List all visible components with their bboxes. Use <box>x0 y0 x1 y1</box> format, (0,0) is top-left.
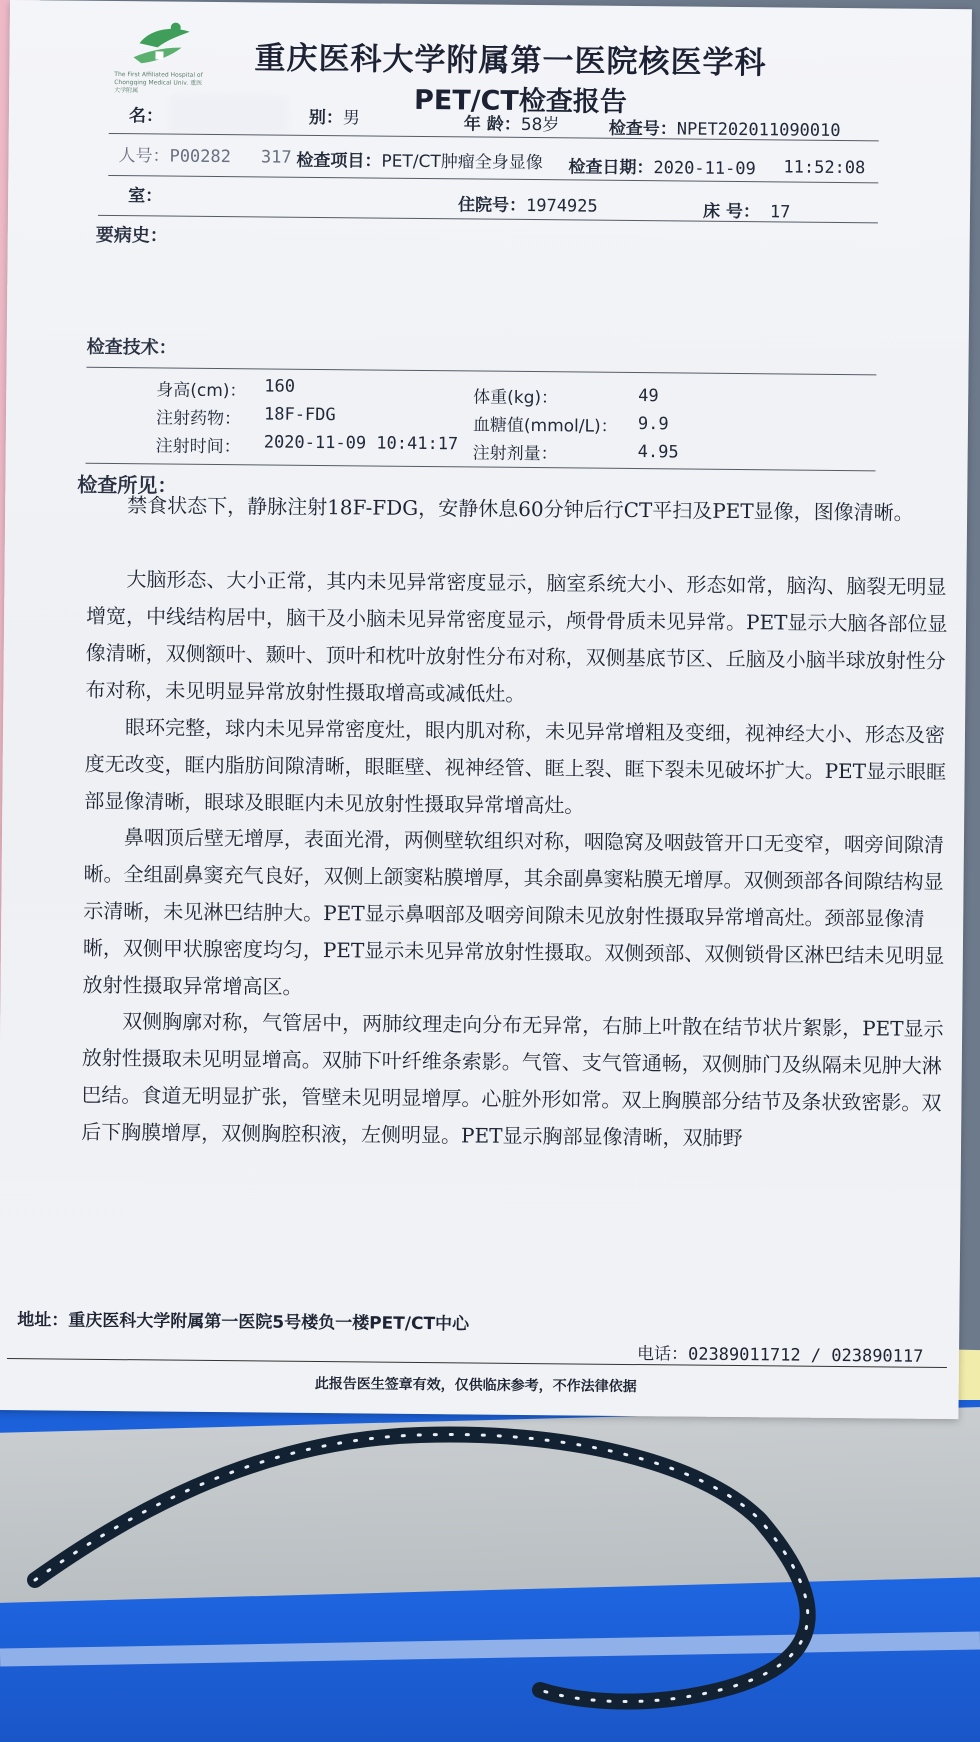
logo-subtitle: The First Affiliated Hospital of Chongqing Medical Univ. 重医大学附属 <box>114 71 203 95</box>
gender-field: 别：男 <box>308 107 360 129</box>
exam-no-field: 检查号：NPET202011090010 <box>608 118 841 141</box>
footer-address: 地址：重庆医科大学附属第一医院5号楼负一楼PET/CT中心 <box>17 1310 470 1335</box>
inject-time-label: 注射时间： <box>155 436 241 458</box>
findings-paragraph: 眼环完整，球内未见异常密度灶，眼内肌对称，未见异常增粗及变细，视神经大小、形态及密度无改变，眶内脂肪间隙清晰，眼眶壁、视神经管、眶上裂、眶下裂未见破坏扩大。PET显示眼眶部显像清晰，眼球及眼眶内未见放射性摄取异常增高灶。 <box>84 715 947 818</box>
dose-value: 4.95 <box>637 442 679 463</box>
footer-phone: 电话：02389011712 / 023890117 <box>636 1344 924 1367</box>
header-rule-2 <box>108 175 878 183</box>
name-label: 名： <box>128 106 163 127</box>
glucose-value: 9.9 <box>637 414 669 435</box>
technique-rule-bottom <box>86 463 876 472</box>
dose-label: 注射剂量： <box>472 443 558 465</box>
report-title: PET/CT检查报告 <box>413 84 627 118</box>
exam-date-field: 检查日期：2020-11-09 <box>568 157 756 180</box>
bed-field: 床 号： 17 <box>702 201 791 223</box>
technique-heading: 检查技术： <box>86 336 177 359</box>
height-value: 160 <box>264 376 296 397</box>
footer-disclaimer: 此报告医生签章有效，仅供临床参考，不作法律依据 <box>314 1375 637 1396</box>
hospital-title: 重庆医科大学附属第一医院核医学科 <box>254 40 767 82</box>
inpatient-no-field: 住院号：1974925 <box>457 195 598 217</box>
height-label: 身高(cm)： <box>156 380 247 402</box>
age-field: 年 龄：58岁 <box>463 114 560 136</box>
exam-time: 11:52:08 <box>783 157 866 179</box>
drug-value: 18F-FDG <box>263 404 336 426</box>
findings-paragraph: 禁食状态下，静脉注射18F-FDG，安静休息60分钟后行CT平扫及PET显像，图像清晰。 <box>127 493 914 525</box>
weight-value: 49 <box>638 386 659 407</box>
findings-paragraph: 鼻咽顶后壁无增厚，表面光滑，两侧壁软组织对称，咽隐窝及咽鼓管开口无变窄，咽旁间隙清晰。全组副鼻窦充气良好，双侧上颌窦粘膜增厚，其余副鼻窦粘膜无增厚。双侧颈部各间隙结构显示清晰，未见淋巴结肿大。PET显示鼻咽部及咽旁间隙未见放射性摄取异常增高灶。颈部显像清晰，双侧甲状腺密度均匀，PET显示未见异常放射性摄取。双侧颈部、双侧锁骨区淋巴结未见明显放射性摄取异常增高区。 <box>82 825 945 999</box>
exam-item-field: 检查项目：PET/CT肿瘤全身显像 <box>296 150 543 174</box>
findings-paragraph: 双侧胸廓对称，气管居中，两肺纹理走向分布无异常，右肺上叶散在结节状片絮影，PET显示放射性摄取未见明显增高。双肺下叶纤维条索影。气管、支气管通畅，双侧肺门及纵隔未见肿大淋巴结。食道无明显扩张，管壁未见明显增厚。心脏外形如常。双上胸膜部分结节及条状致密影。双后下胸膜增厚，双侧胸腔积液，左侧明显。PET显示胸部显像清晰，双肺野 <box>81 1009 944 1151</box>
technique-rule-top <box>86 367 876 376</box>
findings-paragraph: 大脑形态、大小正常，其内未见异常密度显示，脑室系统大小、形态如常，脑沟、脑裂无明显增宽，中线结构居中，脑干及小脑未见异常密度显示，颅骨骨质未见异常。PET显示大脑各部位显像清晰，双侧额叶、颞叶、顶叶和枕叶放射性分布对称，双侧基底节区、丘脑及小脑半球放射性分布对称，未见明显异常放射性摄取增高或减低灶。 <box>85 567 948 706</box>
redacted-name <box>169 94 289 135</box>
patient-id-field: 人号：P00282 317 <box>118 146 292 168</box>
drug-label: 注射药物： <box>155 408 242 430</box>
glucose-label: 血糖值(mmol/L)： <box>472 415 618 437</box>
drawstring-cord <box>0 1400 980 1742</box>
ward-field: 室： <box>128 186 163 207</box>
findings-heading: 检查所见： <box>77 472 178 498</box>
weight-label: 体重(kg)： <box>473 387 559 409</box>
history-heading: 要病史： <box>95 224 168 247</box>
inject-time-value: 2020-11-09 10:41:17 <box>263 432 459 455</box>
